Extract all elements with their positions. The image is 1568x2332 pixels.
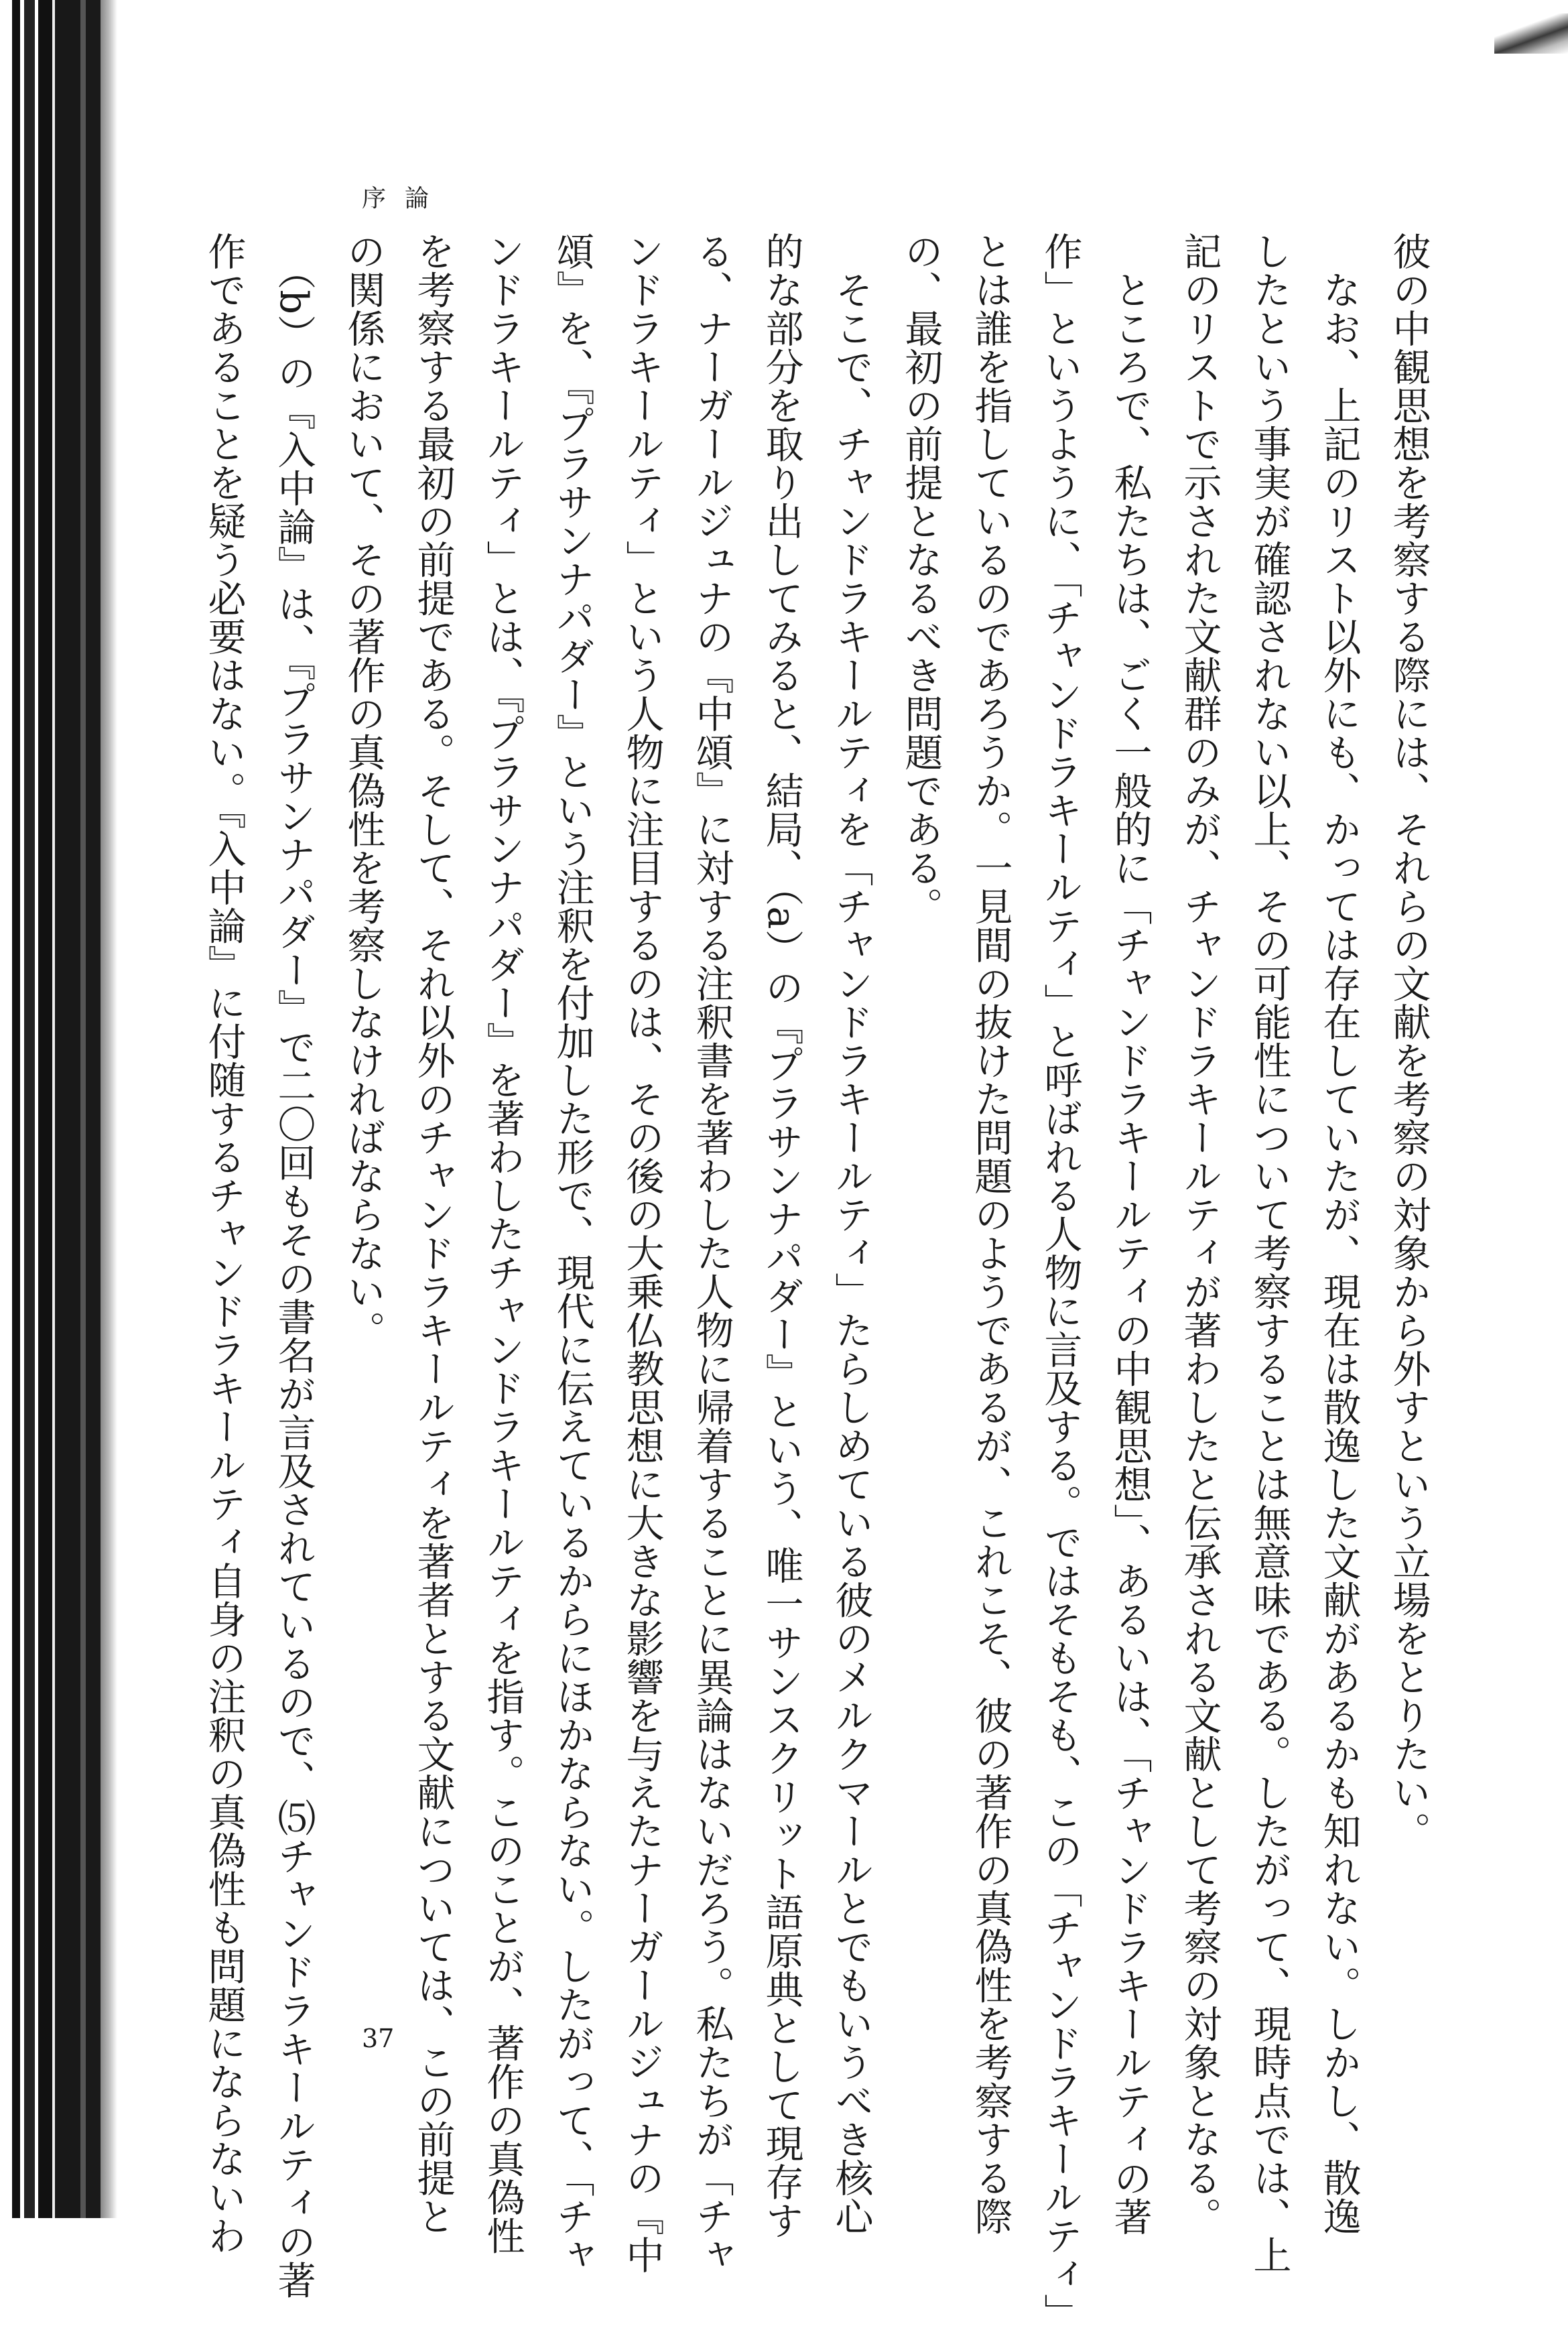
text-column: ンドラキールティ」とは、『プラサンナパダー』を著わしたチャンドラキールティを指す。このことが、著作の真偽性	[480, 232, 525, 2255]
text-column: （b）の『入中論』は、『プラサンナパダー』で二〇回もその書名が言及されているので、⑸チャンドラキールティの著	[271, 232, 316, 2299]
text-column: 的な部分を取り出してみると、結局、（a）の『プラサンナパダー』という、唯一サンスクリット語原典として現存す	[759, 232, 803, 2240]
text-column: を考察する最初の前提である。そして、それ以外のチャンドラキールティを著者とする文献については、この前提と	[411, 232, 455, 2236]
text-column: の関係において、その著作の真偽性を考察しなければならない。	[341, 232, 385, 1350]
text-column: 彼の中観思想を考察する際には、それらの文献を考察の対象から外すという立場をとりたい。	[1386, 232, 1431, 1850]
text-column: ンドラキールティ」という人物に注目するのは、その後の大乗仏教思想に大きな影響を与えたナーガールジュナの『中	[620, 232, 664, 2274]
running-head: 序論	[362, 185, 448, 212]
text-column: 作であることを疑う必要はない。『入中論』に付随するチャンドラキールティ自身の注釈の真偽性も問題にならないわ	[202, 232, 246, 2255]
text-column: そこで、チャンドラキールティを「チャンドラキールティ」たらしめている彼のメルクマールとでもいうべき核心	[829, 232, 873, 2236]
text-column: したという事実が確認されない以上、その可能性について考察することは無意味である。したがって、現時点では、上	[1247, 232, 1291, 2274]
text-column: る、ナーガールジュナの『中頌』に対する注釈書を著わした人物に帰着することに異論はないだろう。私たちが「チャ	[690, 232, 734, 2274]
text-column: ところで、私たちは、ごく一般的に「チャンドラキールティの中観思想」、あるいは、「チャンドラキールティの著	[1108, 232, 1152, 2236]
text-column: 頌』を、『プラサンナパダー』という注釈を付加した形で、現代に伝えているからにほかならない。したがって、「チャ	[550, 232, 594, 2274]
text-column: 記のリストで示された文献群のみが、チャンドラキールティが著わしたと伝承される文献として考察の対象となる。	[1177, 232, 1222, 2236]
text-column: なお、上記のリスト以外にも、かっては存在していたが、現在は散逸した文献があるかも知れない。しかし、散逸	[1317, 232, 1361, 2236]
text-column: の、最初の前提となるべき問題である。	[899, 232, 943, 925]
scan-corner-mark	[1494, 13, 1568, 54]
page-number: 37	[362, 2024, 395, 2053]
text-column: とは誰を指しているのであろうか。一見間の抜けた問題のようであるが、これこそ、彼の著作の真偽性を考察する際	[968, 232, 1012, 2236]
text-column: 作」というように、「チャンドラキールティ」と呼ばれる人物に言及する。ではそもそも、この「チャンドラキールティ」	[1038, 232, 1082, 2332]
book-gutter-shadow	[0, 0, 117, 2218]
